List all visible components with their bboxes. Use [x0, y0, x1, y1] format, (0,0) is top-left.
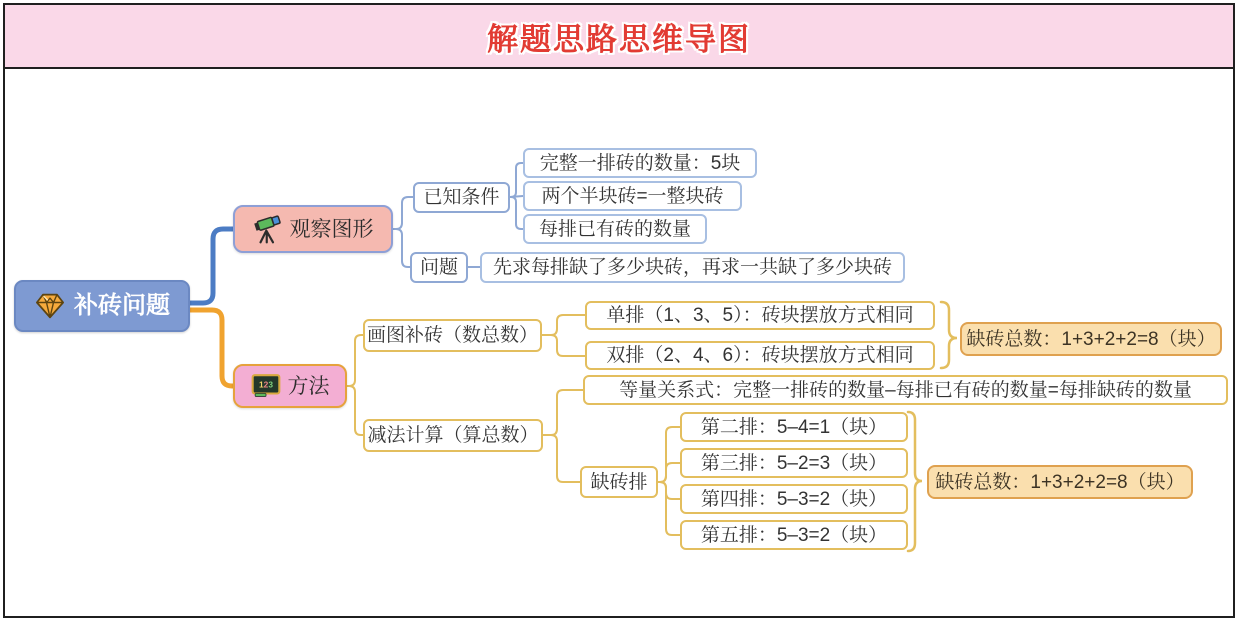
branch-method-node[interactable]	[233, 364, 347, 408]
telescope-icon	[253, 213, 283, 245]
leaf-row-5[interactable]	[680, 520, 908, 550]
node-question-label: 问题	[419, 257, 458, 278]
node-missing-rows-label: 缺砖排	[590, 471, 648, 493]
node-subtraction[interactable]	[363, 419, 543, 452]
leaf-row-5-label: 第五排：5–3=2（块）	[700, 524, 888, 546]
summary-total-1-label: 缺砖总数：1+3+2+2=8（块）	[966, 328, 1216, 350]
leaf-double-rows[interactable]	[585, 341, 935, 370]
leaf-full-row-count-label: 完整一排砖的数量：5块	[539, 152, 741, 174]
leaf-equation-relation[interactable]	[583, 375, 1228, 405]
leaf-equation-relation-label: 等量关系式：完整一排砖的数量–每排已有砖的数量=每排缺砖的数量	[619, 379, 1192, 401]
node-missing-rows[interactable]	[580, 466, 658, 498]
leaf-half-bricks-rule[interactable]	[523, 181, 742, 211]
svg-text:123: 123	[258, 379, 273, 390]
node-known-conditions-label: 已知条件	[423, 187, 500, 208]
blackboard-icon	[251, 373, 281, 399]
leaf-row-4-label: 第四排：5–3=2（块）	[700, 488, 888, 510]
node-draw-bricks[interactable]	[363, 319, 542, 352]
leaf-row-2-label: 第二排：5–4=1（块）	[700, 416, 888, 438]
leaf-row-3-label: 第三排：5–2=3（块）	[700, 452, 888, 474]
leaf-row-3[interactable]	[680, 448, 908, 478]
leaf-row-2[interactable]	[680, 412, 908, 442]
leaf-existing-bricks-label: 每排已有砖的数量	[538, 218, 691, 240]
summary-brace-2	[908, 412, 922, 551]
leaf-question-detail-label: 先求每排缺了多少块砖，再求一共缺了多少块砖	[492, 257, 892, 278]
root-to-method-connector	[190, 310, 234, 386]
branch-observe-node[interactable]	[233, 205, 393, 253]
branch-observe-label: 观察图形	[289, 217, 374, 241]
leaf-single-rows[interactable]	[585, 301, 935, 330]
leaf-half-bricks-rule-label: 两个半块砖=一整块砖	[541, 185, 724, 207]
leaf-row-4[interactable]	[680, 484, 908, 514]
leaf-double-rows-label: 双排（2、4、6）：砖块摆放方式相同	[606, 345, 914, 366]
leaf-question-detail[interactable]	[480, 252, 905, 283]
summary-total-1[interactable]	[960, 322, 1222, 356]
node-question[interactable]	[410, 252, 468, 283]
summary-brace-1	[941, 302, 957, 368]
root-label: 补砖问题	[74, 292, 170, 319]
gem-icon	[34, 292, 66, 320]
node-subtraction-label: 减法计算（算总数）	[367, 425, 539, 446]
page-title: 解题思路思维导图	[487, 21, 751, 57]
root-to-observe-connector	[190, 229, 233, 303]
leaf-existing-bricks[interactable]	[523, 214, 707, 244]
node-draw-bricks-label: 画图补砖（数总数）	[366, 325, 538, 346]
node-known-conditions[interactable]	[413, 182, 510, 213]
leaf-full-row-count[interactable]	[523, 148, 757, 178]
root-node[interactable]	[14, 280, 190, 332]
summary-total-2[interactable]	[927, 465, 1193, 499]
summary-total-2-label: 缺砖总数：1+3+2+2=8（块）	[935, 471, 1185, 493]
leaf-single-rows-label: 单排（1、3、5）：砖块摆放方式相同	[606, 305, 914, 326]
branch-method-label: 方法	[287, 374, 330, 398]
